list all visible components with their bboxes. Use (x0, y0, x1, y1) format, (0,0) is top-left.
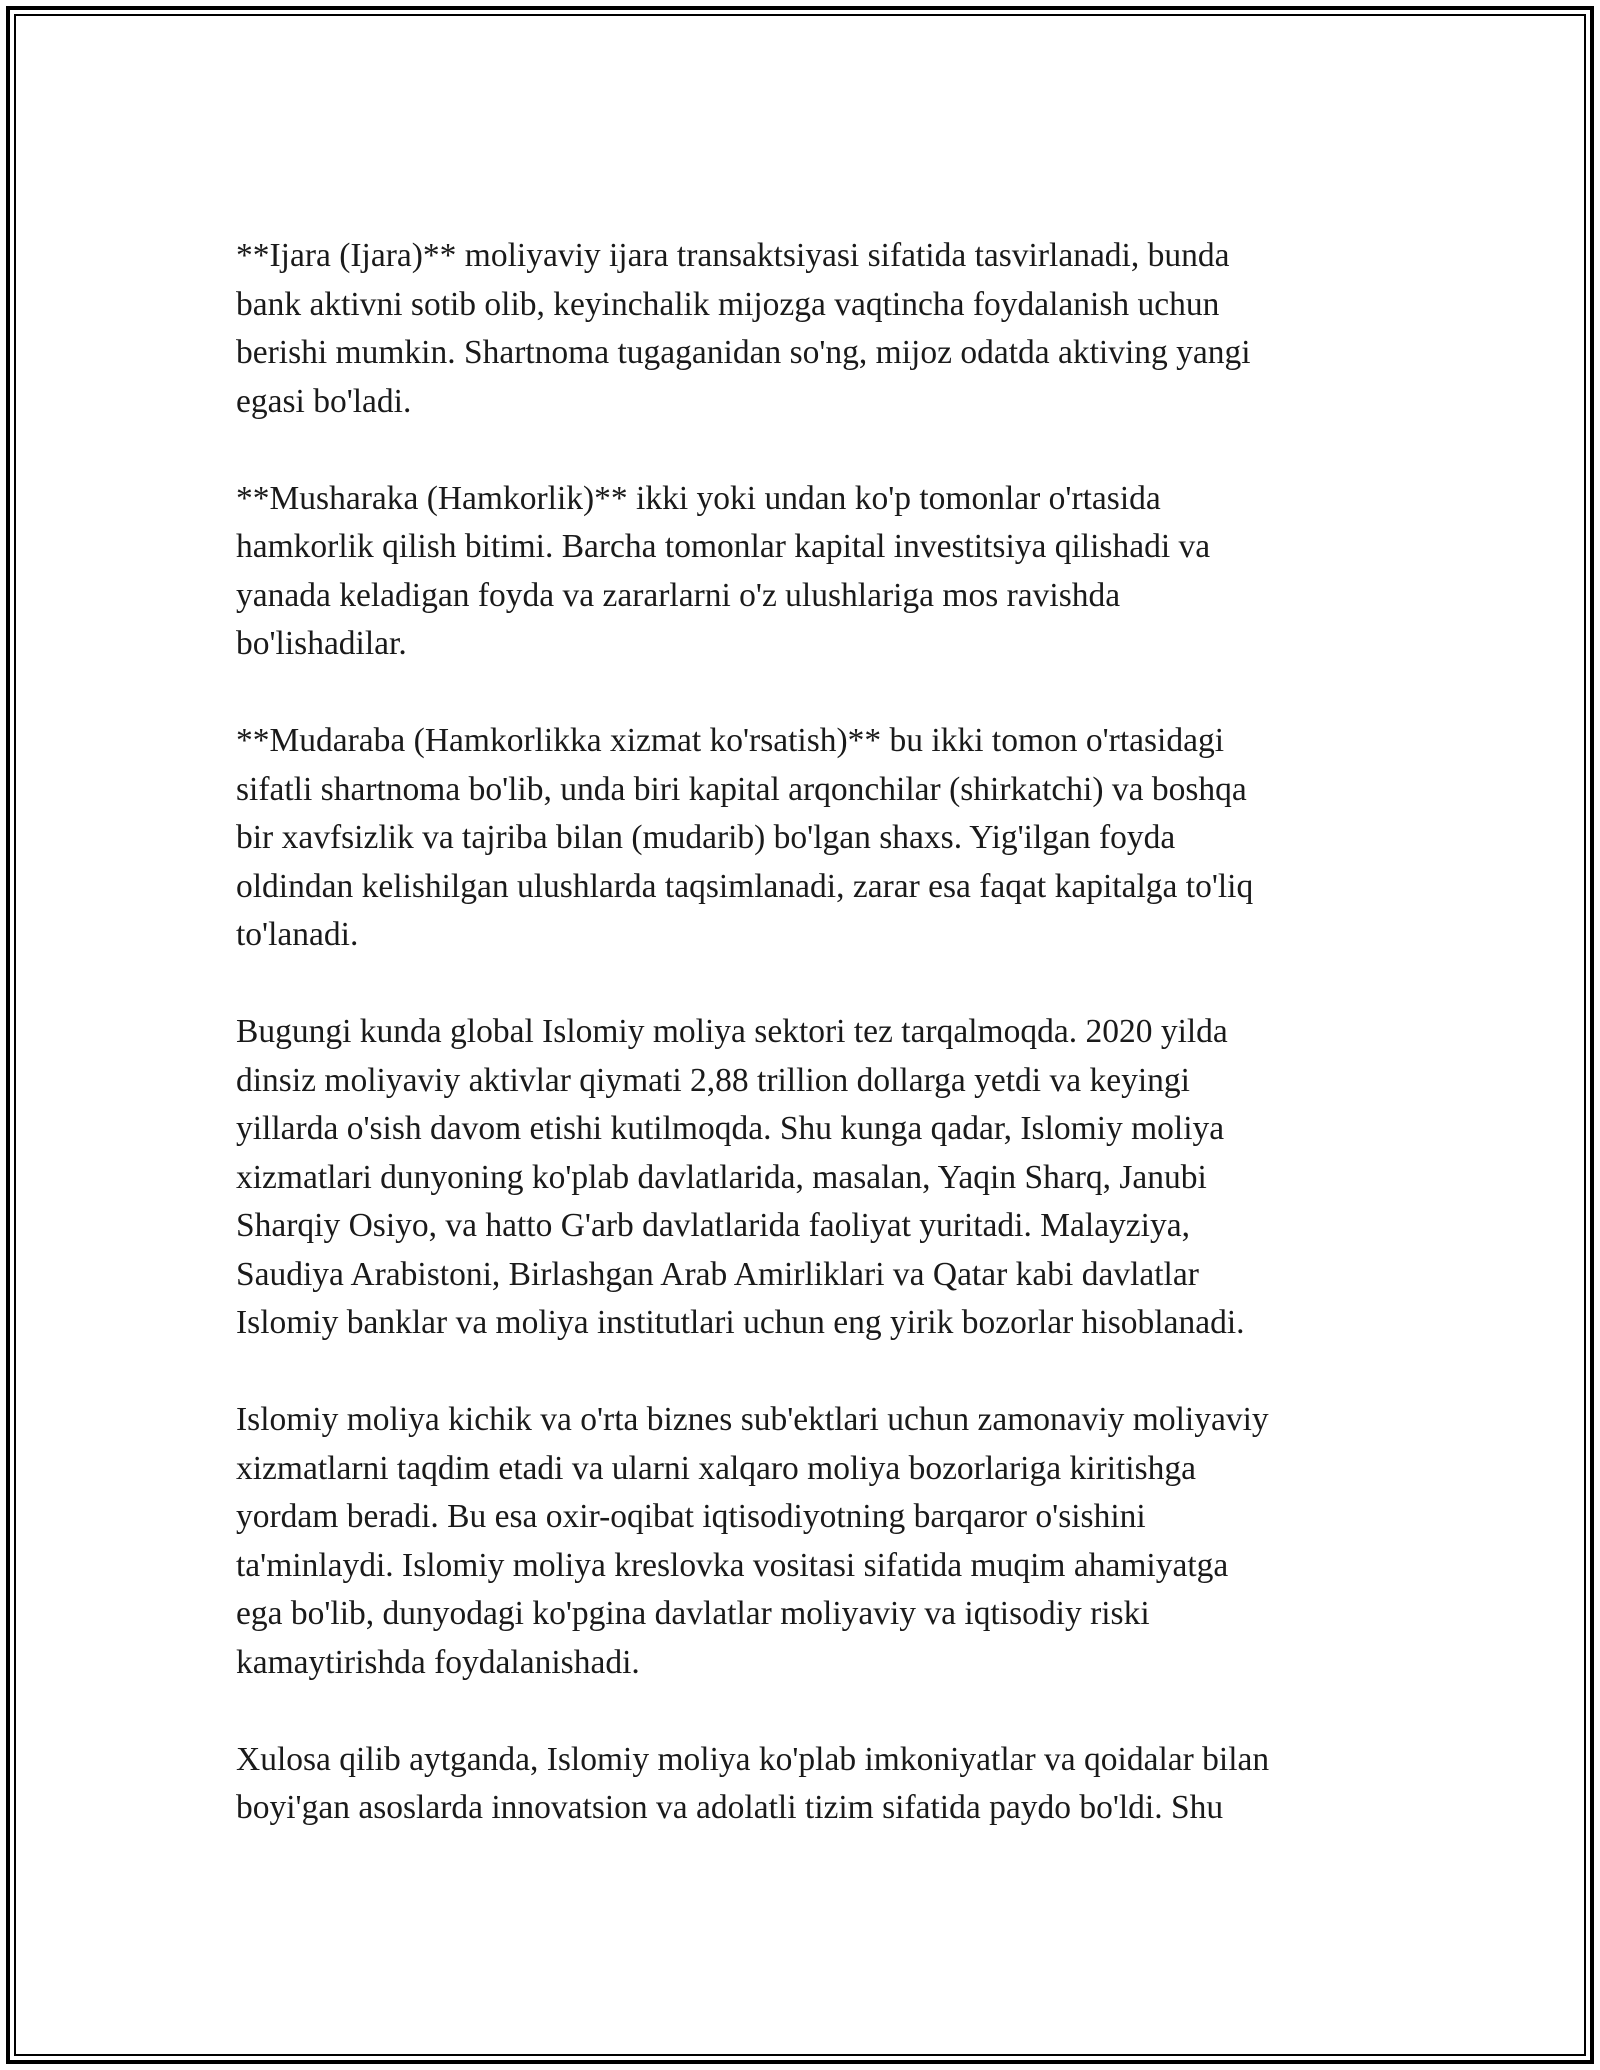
text-line: hamkorlik qilish bitimi. Barcha tomonlar kapital investitsiya qilishadi va (236, 528, 1211, 565)
text-line: egasi bo'ladi. (236, 382, 412, 420)
text-line: xizmatlari dunyoning ko'plab davlatlarida, masalan, Yaqin Sharq, Janubi (236, 1158, 1207, 1196)
text-line: to'lanadi. (236, 916, 359, 953)
text-line: yillarda o'sish davom etishi kutilmoqda. Shu kunga qadar, Islomiy moliya (236, 1110, 1225, 1147)
paragraph-mudaraba (236, 717, 1366, 960)
text-line: Islomiy banklar va moliya institutlari uchun eng yirik bozorlar hisoblanadi. (236, 1304, 1245, 1341)
paragraph-global-sector (236, 1008, 1366, 1348)
text-line: yanada keladigan foyda va zararlarni o'z ulushlariga mos ravishda (236, 576, 1121, 614)
text-line: Xulosa qilib aytganda, Islomiy moliya ko'plab imkoniyatlar va qoidalar bilan (236, 1740, 1270, 1778)
text-line: **Mudaraba (Hamkorlikka xizmat ko'rsatish)** bu ikki tomon o'rtasidagi (236, 722, 1225, 759)
text-line: bir xavfsizlik va tajriba bilan (mudarib) bo'lgan shaxs. Yig'ilgan foyda (236, 819, 1176, 856)
text-line: Saudiya Arabistoni, Birlashgan Arab Amirliklari va Qatar kabi davlatlar (236, 1255, 1199, 1293)
text-line: dinsiz moliyaviy aktivlar qiymati 2,88 trillion dollarga yetdi va keyingi (236, 1061, 1190, 1099)
text-line: ta'minlaydi. Islomiy moliya kreslovka vositasi sifatida muqim ahamiyatga (236, 1546, 1229, 1584)
text-line: oldindan kelishilgan ulushlarda taqsimlanadi, zarar esa faqat kapitalga to'liq (236, 867, 1254, 905)
paragraph-ijara (236, 232, 1366, 426)
text-line: Sharqiy Osiyo, va hatto G'arb davlatlarida faoliyat yuritadi. Malayziya, (236, 1207, 1190, 1244)
text-line: Bugungi kunda global Islomiy moliya sektori tez tarqalmoqda. 2020 yilda (236, 1013, 1228, 1050)
text-line: bo'lishadilar. (236, 625, 407, 662)
paragraph-sme (236, 1396, 1366, 1687)
paragraph-conclusion (236, 1736, 1366, 1833)
text-line: bank aktivni sotib olib, keyinchalik mijozga vaqtincha foydalanish uchun (236, 285, 1220, 323)
text-line: boyi'gan asoslarda innovatsion va adolatli tizim sifatida paydo bo'ldi. Shu (236, 1789, 1224, 1826)
text-line: ega bo'lib, dunyodagi ko'pgina davlatlar moliyaviy va iqtisodiy riski (236, 1595, 1150, 1632)
text-line: **Musharaka (Hamkorlik)** ikki yoki undan ko'p tomonlar o'rtasida (236, 479, 1161, 517)
text-line: **Ijara (Ijara)** moliyaviy ijara transaktsiyasi sifatida tasvirlanadi, bunda (236, 237, 1230, 274)
text-line: yordam beradi. Bu esa oxir-oqibat iqtisodiyotning barqaror o'sishini (236, 1498, 1146, 1535)
document-body (236, 232, 1366, 1833)
text-line: Islomiy moliya kichik va o'rta biznes sub'ektlari uchun zamonaviy moliyaviy (236, 1401, 1269, 1438)
paragraph-musharaka (236, 475, 1366, 669)
text-line: xizmatlarni taqdim etadi va ularni xalqaro moliya bozorlariga kiritishga (236, 1449, 1197, 1487)
text-line: berishi mumkin. Shartnoma tugaganidan so'ng, mijoz odatda aktiving yangi (236, 334, 1251, 371)
text-line: sifatli shartnoma bo'lib, unda biri kapital arqonchilar (shirkatchi) va boshqa (236, 770, 1247, 808)
text-line: kamaytirishda foydalanishadi. (236, 1643, 640, 1681)
